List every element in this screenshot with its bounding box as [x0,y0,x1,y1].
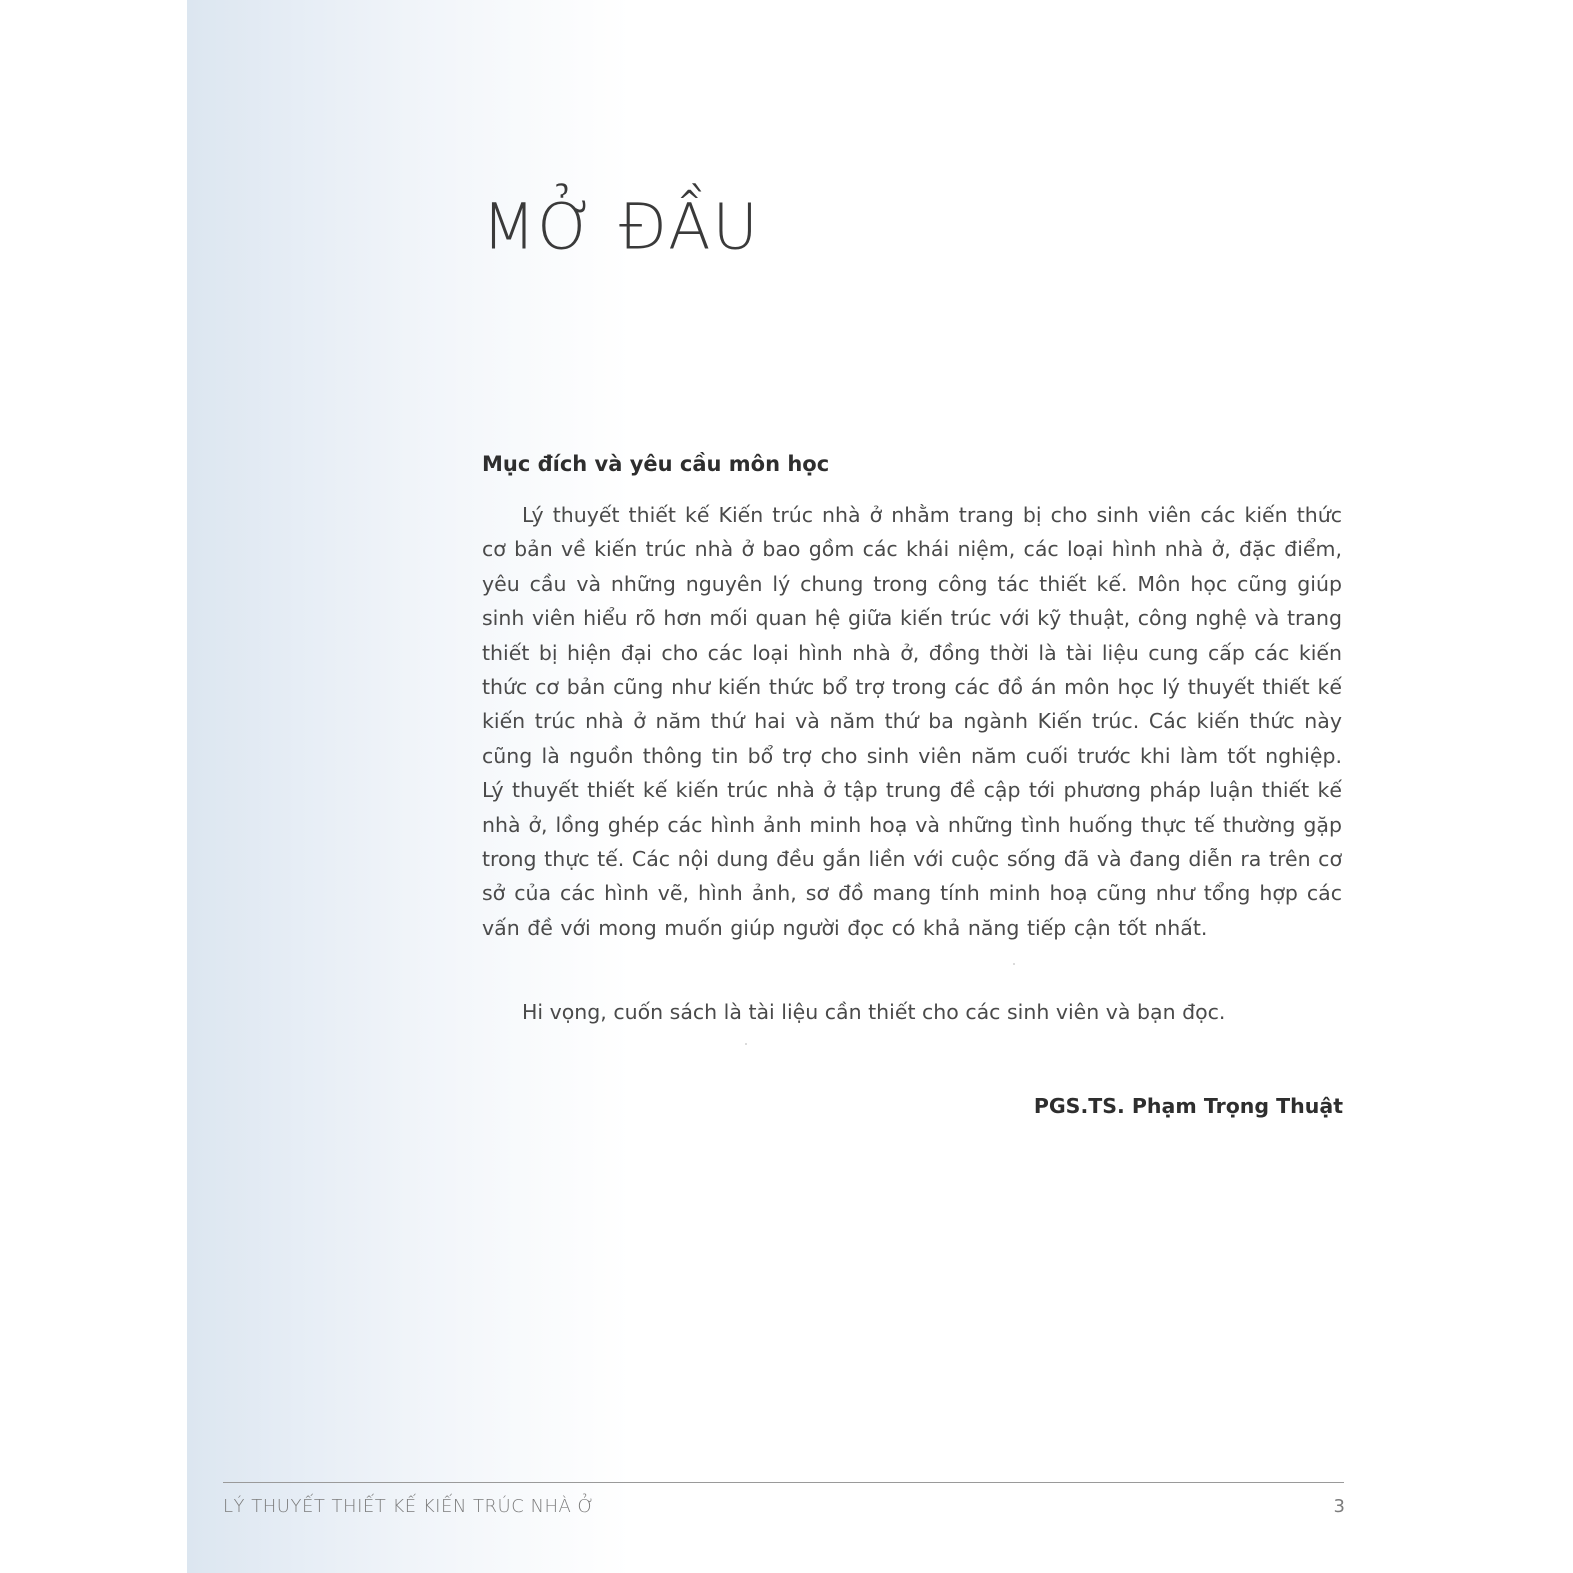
book-page [187,0,1573,1573]
running-footer-title: LÝ THUYẾT THIẾT KẾ KIẾN TRÚC NHÀ Ở [223,1496,595,1517]
page-title: MỞ ĐẦU [482,189,760,264]
closing-paragraph: Hi vọng, cuốn sách là tài liệu cần thiết cho các sinh viên và bạn đọc. [522,1000,1226,1024]
scan-speck [1013,963,1015,965]
scan-margin [0,0,187,1573]
section-heading: Mục đích và yêu cầu môn học [482,452,830,476]
scan-speck [745,1043,747,1045]
author-signature: PGS.TS. Phạm Trọng Thuật [1033,1094,1343,1118]
page-number: 3 [1333,1496,1345,1517]
body-paragraph: Lý thuyết thiết kế Kiến trúc nhà ở nhằm trang bị cho sinh viên các kiến thức cơ bản về kiến trúc nhà ở bao gồm các khái niệm, các loại hình nhà ở, đặc điểm, yêu cầu và những nguyên lý chung trong công tác thiết kế. Môn học cũng giúp sinh viên hiểu rõ hơn mối quan hệ giữa kiến trúc với kỹ thuật, công nghệ và trang thiết bị hiện đại cho các loại hình nhà ở, đồng thời là tài liệu cung cấp các kiến thức cơ bản cũng như kiến thức bổ trợ trong các đồ án môn học lý thuyết thiết kế kiến trúc nhà ở năm thứ hai và năm thứ ba ngành Kiến trúc. Các kiến thức này cũng là nguồn thông tin bổ trợ cho sinh viên năm cuối trước khi làm tốt nghiệp. Lý thuyết thiết kế kiến trúc nhà ở tập trung đề cập tới phương pháp luận thiết kế nhà ở, lồng ghép các hình ảnh minh hoạ và những tình huống thực tế thường gặp trong thực tế. Các nội dung đều gắn liền với cuộc sống đã và đang diễn ra trên cơ sở của các hình vẽ, hình ảnh, sơ đồ mang tính minh hoạ cũng như tổng hợp các vấn đề với mong muốn giúp người đọc có khả năng tiếp cận tốt nhất. [482,503,1342,940]
footer-divider [223,1482,1344,1483]
